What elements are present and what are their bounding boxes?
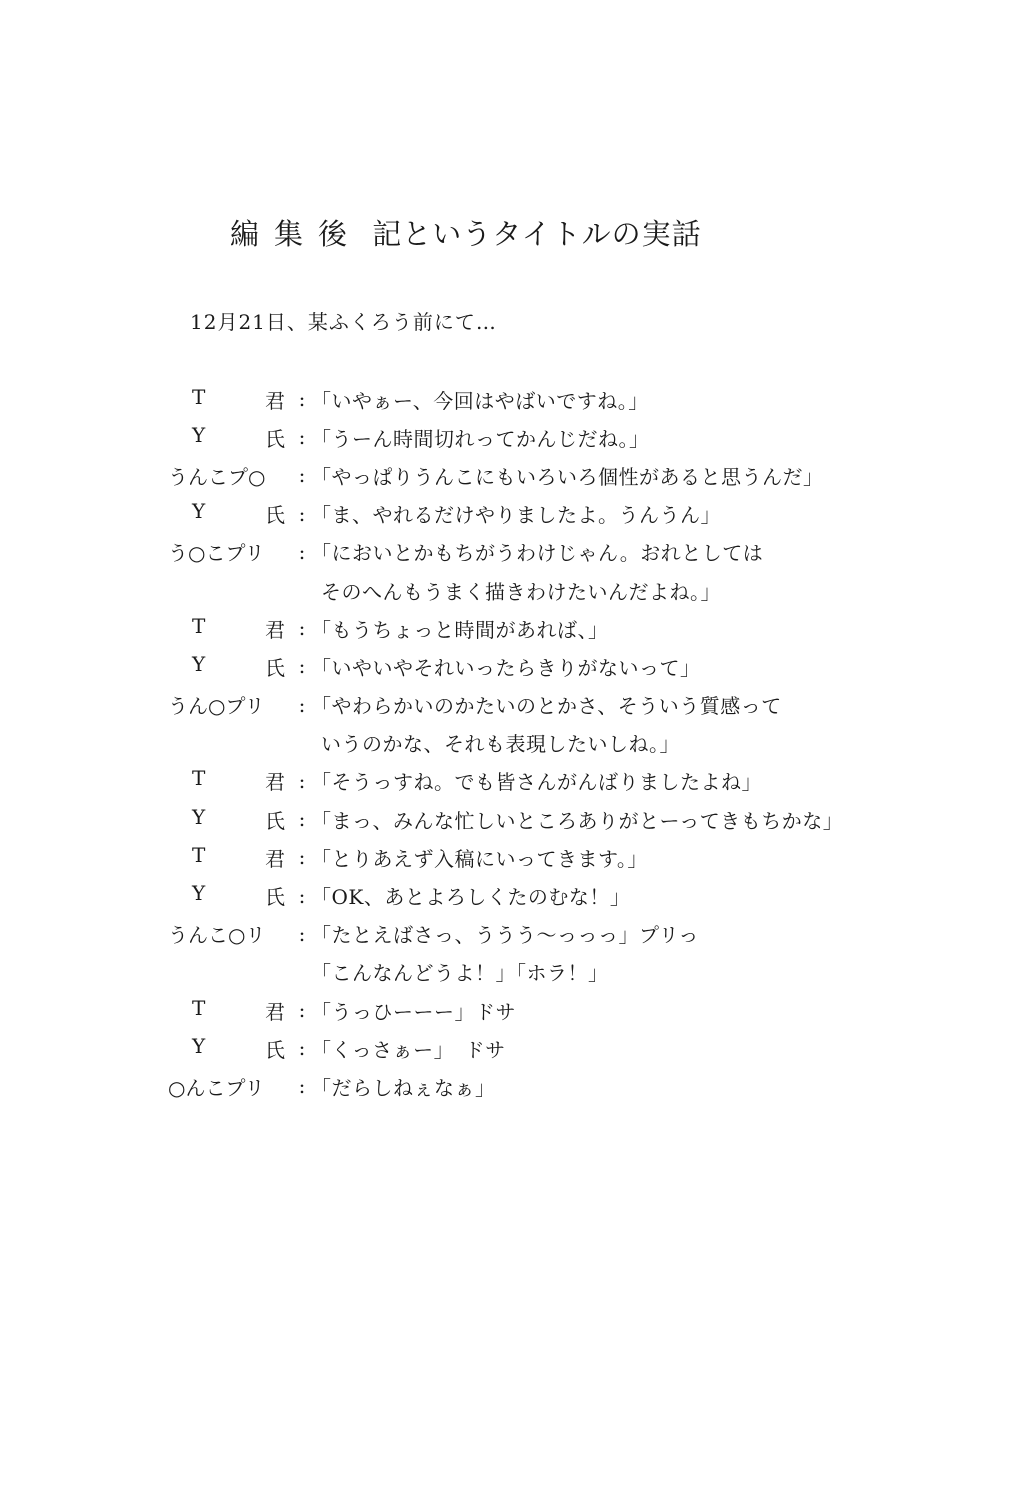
speaker-label: うんこ○リ [168, 923, 266, 948]
colon: : [298, 807, 306, 832]
colon: : [298, 768, 306, 793]
colon: : [298, 845, 306, 870]
speaker-label-part: T [192, 613, 206, 638]
speaker-label [168, 766, 293, 795]
dialogue-line [168, 1067, 988, 1105]
dialogue-line [168, 800, 988, 838]
line-text: 「OK、あとよろしくたのむな！」 [311, 885, 631, 910]
speaker-label-part: T [192, 384, 206, 409]
page-title [230, 212, 702, 253]
line-text: そのへんもうまく描きわけたいんだよね。」 [321, 579, 721, 604]
colon: : [298, 425, 306, 450]
title-spaced-part: 編集後 [230, 217, 363, 251]
colon: : [298, 616, 306, 641]
colon: : [298, 692, 306, 717]
dialogue-line [168, 609, 988, 647]
line-text: 「うーん時間切れってかんじだね。」 [311, 426, 650, 451]
colon: : [298, 1074, 306, 1099]
speaker-label-part: 氏 [265, 808, 285, 833]
dialogue [168, 380, 988, 1106]
dialogue-line [168, 647, 988, 685]
speaker-label-part: 君 [265, 846, 285, 871]
dialogue-line [168, 915, 988, 953]
speaker-label-part: 君 [265, 999, 285, 1024]
speaker-label-part: 氏 [265, 655, 285, 680]
speaker-label [168, 881, 293, 910]
dialogue-line [168, 418, 988, 456]
speaker-label: ○んこプリ [168, 1075, 265, 1100]
line-text: 「うっひーーー」ドサ [311, 999, 516, 1024]
colon: : [298, 998, 306, 1023]
speaker-label [168, 1034, 293, 1063]
title-rest-part: 記というタイトルの実話 [372, 217, 702, 251]
speaker-label-part: 氏 [265, 503, 285, 528]
speaker-label-part: T [192, 842, 206, 867]
line-text: 「そうっすね。でも皆さんがんばりましたよね」 [311, 770, 762, 795]
line-text: 「ま、やれるだけやりましたよ。うんうん」 [311, 503, 721, 528]
speaker-label [168, 996, 293, 1025]
colon: : [298, 539, 306, 564]
speaker-label [168, 614, 293, 643]
line-text: 「まっ、みんな忙しいところありがとーってきもちかな」 [311, 808, 844, 833]
line-text: 「とりあえず入稿にいってきます。」 [311, 846, 648, 871]
dialogue-line [168, 991, 988, 1029]
colon: : [298, 921, 306, 946]
dialogue-line [168, 686, 988, 724]
speaker-label: うん○プリ [168, 694, 265, 719]
line-text: 「いやいやそれいったらきりがないって」 [311, 655, 701, 680]
line-text: 「たとえばさっ、ううう〜っっっ」プリっ [311, 923, 699, 948]
colon: : [298, 501, 306, 526]
dialogue-line [168, 456, 988, 494]
speaker-label-part: 氏 [265, 426, 285, 451]
colon: : [298, 387, 306, 412]
speaker-label-part: Y [192, 804, 206, 829]
speaker-label [168, 805, 293, 834]
line-text: 「だらしねぇなぁ」 [311, 1075, 496, 1100]
dialogue-line [168, 380, 988, 418]
dialogue-line [168, 762, 988, 800]
line-text: いうのかな、それも表現したいしね。」 [321, 732, 680, 757]
line-text: 「やっぱりうんこにもいろいろ個性があると思うんだ」 [311, 464, 824, 489]
speaker-label-part: 氏 [265, 1037, 285, 1062]
colon: : [298, 463, 306, 488]
dialogue-continuation [168, 724, 988, 762]
line-text: 「こんなんどうよ！」「ホラ！」 [311, 961, 609, 986]
speaker-label-part: Y [192, 1033, 206, 1058]
dialogue-line [168, 495, 988, 533]
speaker-label-part: Y [192, 651, 206, 676]
colon: : [298, 883, 306, 908]
speaker-label-part: T [192, 766, 206, 791]
speaker-label-part: Y [192, 881, 206, 906]
line-text: 「やわらかいのかたいのとかさ、そういう質感って [311, 694, 782, 719]
line-text: 「くっさぁー」 ドサ [311, 1037, 506, 1062]
speaker-label-part: Y [192, 422, 206, 447]
speaker-label-part: 君 [265, 388, 285, 413]
dialogue-continuation [168, 571, 988, 609]
speaker-label-part: T [192, 995, 206, 1020]
intro-line: 12月21日、某ふくろう前にて… [190, 310, 497, 334]
speaker-label [168, 499, 293, 528]
dialogue-line [168, 838, 988, 876]
speaker-label-part: 氏 [265, 885, 285, 910]
speaker-label [168, 423, 293, 452]
line-text: 「もうちょっと時間があれば、」 [311, 617, 609, 642]
speaker-label [168, 843, 293, 872]
speaker-label [168, 652, 293, 681]
speaker-label-part: 君 [265, 617, 285, 642]
dialogue-continuation [168, 953, 988, 991]
speaker-label: う○こプリ [168, 541, 265, 566]
speaker-label [168, 385, 293, 414]
colon: : [298, 654, 306, 679]
dialogue-line [168, 533, 988, 571]
dialogue-line [168, 1029, 988, 1067]
line-text: 「いやぁー、今回はやばいですね。」 [311, 388, 649, 413]
speaker-label: うんこプ○ [168, 464, 266, 489]
colon: : [298, 1036, 306, 1061]
dialogue-line [168, 876, 988, 914]
speaker-label-part: Y [192, 499, 206, 524]
speaker-label-part: 君 [265, 770, 285, 795]
line-text: 「においとかもちがうわけじゃん。おれとしては [311, 541, 764, 566]
